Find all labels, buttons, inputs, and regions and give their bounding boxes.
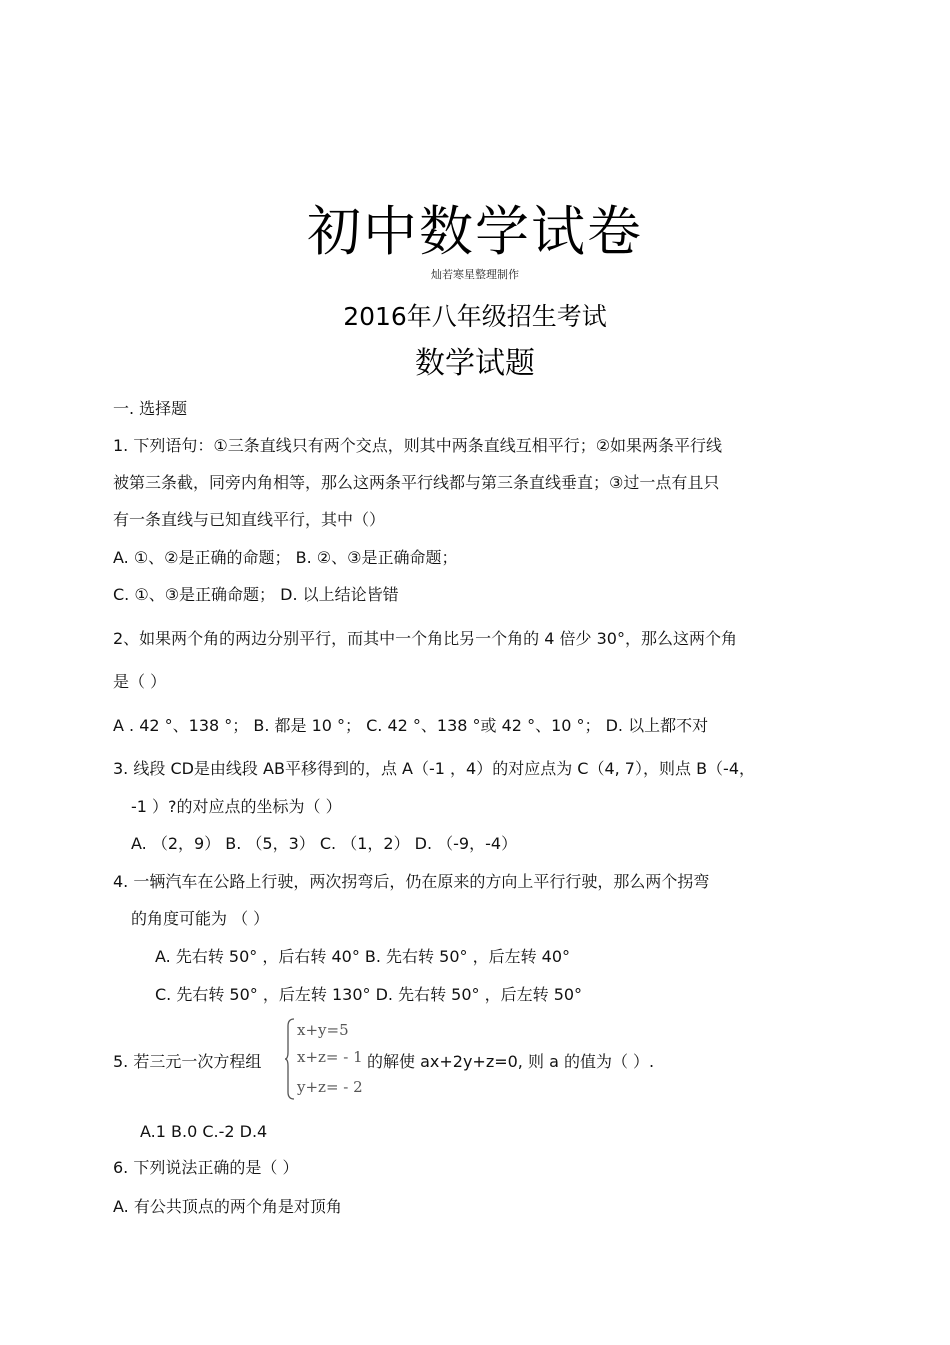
q3-text-line-2: -1 ）?的对应点的坐标为（ ） xyxy=(131,797,342,816)
q4-text-line-1: 4. 一辆汽车在公路上行驶，两次拐弯后，仍在原来的方向上平行行驶，那么两个拐弯 xyxy=(113,872,710,891)
q1-text-line-2: 被第三条截，同旁内角相等，那么这两条平行线都与第三条直线垂直；③过一点有且只 xyxy=(113,473,720,492)
q6-option-a: A. 有公共顶点的两个角是对顶角 xyxy=(113,1197,342,1216)
q5-prefix: 5. 若三元一次方程组 xyxy=(113,1052,262,1071)
paper-title: 初中数学试卷 xyxy=(307,200,643,263)
exam-title: 2016年八年级招生考试 xyxy=(343,302,607,331)
paper-subtitle: 灿若寒星整理制作 xyxy=(431,268,519,281)
q5-suffix: 的解使 ax+2y+z=0, 则 a 的值为（ ）. xyxy=(367,1052,655,1071)
q3-options: A. （2，9） B. （5，3） C. （1，2） D. （-9，-4） xyxy=(131,834,518,853)
q6-text-line-1: 6. 下列说法正确的是（ ） xyxy=(113,1158,299,1177)
q1-text-line-3: 有一条直线与已知直线平行，其中（） xyxy=(113,510,386,529)
q1-options-ab: A. ①、②是正确的命题； B. ②、③是正确命题； xyxy=(113,548,458,567)
q2-text-line-2: 是（ ） xyxy=(113,672,167,691)
q2-options: A . 42 °、138 °； B. 都是 10 °； C. 42 °、138 °或 42 °、10 °； D. 以上都不对 xyxy=(113,716,709,735)
equation-line-1: x+y=5 xyxy=(297,1021,349,1039)
q4-options-cd: C. 先右转 50° ，后左转 130° D. 先右转 50° ，后左转 50° xyxy=(155,985,583,1004)
subject-title: 数学试题 xyxy=(415,346,535,381)
equation-line-3: y+z= - 2 xyxy=(297,1078,363,1096)
q5-options: A.1 B.0 C.-2 D.4 xyxy=(140,1122,268,1141)
q4-options-ab: A. 先右转 50° ，后右转 40° B. 先右转 50° ，后左转 40° xyxy=(155,947,571,966)
q3-text-line-1: 3. 线段 CD是由线段 AB平移得到的，点 A（-1 ，4）的对应点为 C（4, 7），则点 B（-4， xyxy=(113,759,755,778)
section-heading: 一. 选择题 xyxy=(113,399,188,418)
equation-brace-icon xyxy=(285,1018,295,1100)
equation-line-2: x+z= - 1 xyxy=(297,1048,363,1066)
q1-options-cd: C. ①、③是正确命题； D. 以上结论皆错 xyxy=(113,585,399,604)
q4-text-line-2: 的角度可能为 （ ） xyxy=(131,909,270,928)
q1-text-line-1: 1. 下列语句：①三条直线只有两个交点，则其中两条直线互相平行；②如果两条平行线 xyxy=(113,436,723,455)
q2-text-line-1: 2、如果两个角的两边分别平行，而其中一个角比另一个角的 4 倍少 30°，那么这两个角 xyxy=(113,629,737,648)
